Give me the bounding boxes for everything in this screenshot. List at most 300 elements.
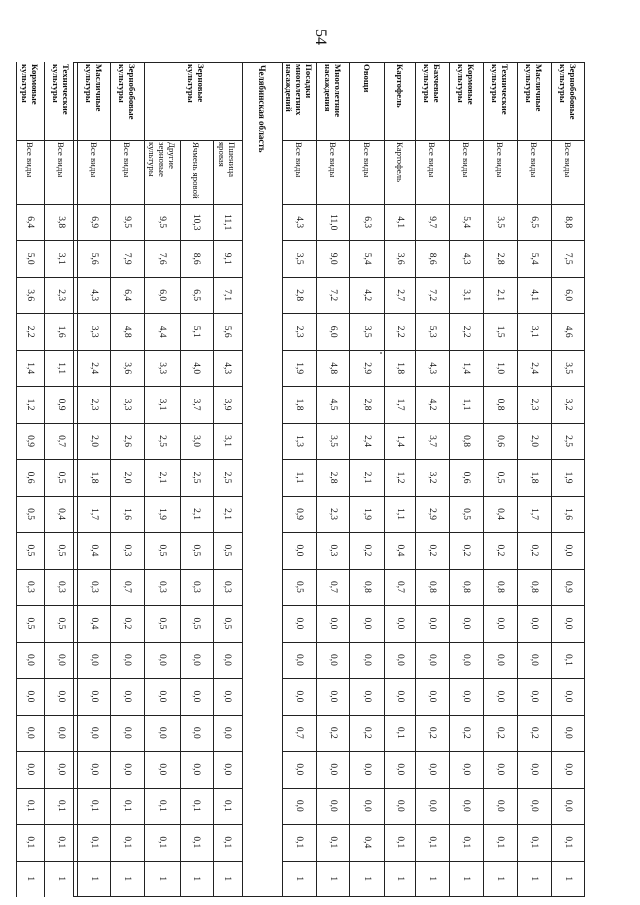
value-cell: 11,0	[328, 214, 338, 231]
value-cell: 0,0	[122, 763, 133, 776]
value-cell: 3,1	[56, 252, 66, 265]
value-cell: 0,0	[495, 763, 506, 776]
crop-category: Технические культуры	[51, 64, 71, 115]
crop-category: Технические культуры	[490, 64, 511, 115]
value-cell: 0,0	[89, 726, 99, 739]
value-cell: 4,8	[328, 362, 338, 375]
value-cell: 0,0	[89, 653, 99, 666]
value-cell: 0,0	[495, 799, 506, 812]
value-cell: 1,9	[362, 508, 372, 520]
value-cell: 0,0	[294, 763, 305, 776]
value-cell: 0,7	[395, 581, 405, 593]
value-cell: 6,4	[122, 289, 133, 302]
value-cell: 0,0	[395, 690, 405, 703]
value-cell: 0,5	[191, 617, 202, 630]
value-cell: 3,1	[157, 398, 168, 411]
value-cell: 6,0	[157, 289, 168, 302]
value-cell: 0,0	[362, 653, 372, 666]
rotated-table-viewport	[20, 62, 585, 897]
table-row	[552, 62, 585, 897]
value-cell: 0,0	[427, 763, 438, 776]
value-cell: 0,0	[529, 653, 540, 666]
value-cell: 0,0	[461, 763, 472, 776]
value-cell: 0,1	[461, 836, 472, 849]
value-cell: 0,0	[294, 799, 305, 812]
value-cell: 2,4	[362, 435, 372, 447]
value-cell: 0,0	[191, 690, 202, 703]
value-cell: 0,5	[157, 544, 168, 557]
value-cell: 0,1	[395, 726, 405, 739]
value-cell: 0,0	[461, 617, 472, 630]
value-cell: 0,0	[294, 690, 305, 703]
column-divider	[416, 140, 449, 141]
value-cell: 1,5	[495, 325, 506, 338]
value-cell: 4,1	[529, 289, 540, 302]
value-cell: 0,2	[362, 726, 372, 739]
value-cell: 0,3	[222, 581, 233, 593]
value-cell: 0,0	[328, 799, 338, 812]
value-cell: 0,0	[56, 726, 66, 739]
value-cell: 0,0	[328, 617, 338, 630]
value-cell: 0,0	[563, 617, 573, 630]
value-cell: 0,3	[56, 581, 66, 593]
value-cell: 9,5	[122, 216, 133, 229]
value-cell: 2,8	[495, 252, 506, 265]
crop-subtype: Все виды	[328, 142, 338, 178]
value-cell: 0,0	[461, 653, 472, 666]
value-cell: 0,0	[222, 726, 233, 739]
value-cell: 0,1	[25, 836, 36, 849]
value-cell: 0,8	[495, 398, 506, 411]
crop-subtype: Все виды	[563, 142, 573, 178]
value-cell: 0,0	[25, 653, 36, 666]
value-cell: 5,0	[25, 252, 36, 265]
value-cell: 0,1	[89, 836, 99, 849]
table-row	[16, 62, 45, 897]
value-cell: 0,1	[89, 799, 99, 812]
value-cell: 0,4	[89, 617, 99, 630]
page-number: 54	[312, 29, 329, 45]
table-row	[416, 62, 450, 897]
crop-category	[145, 64, 180, 138]
value-cell: 0,9	[294, 508, 305, 520]
value-cell: 0,1	[122, 836, 133, 849]
value-cell: 3,0	[191, 435, 202, 447]
crop-subtype: Все виды	[427, 142, 438, 178]
value-cell: 0,0	[328, 690, 338, 703]
value-cell: 4,2	[362, 289, 372, 302]
value-cell: 0,7	[122, 581, 133, 593]
value-cell: 2,0	[529, 435, 540, 447]
value-cell: 1,1	[395, 508, 405, 520]
value-cell: 6,0	[563, 289, 573, 302]
value-cell: 4,3	[294, 216, 305, 229]
column-divider	[45, 140, 77, 141]
value-cell: 0,9	[56, 398, 66, 411]
region-heading: Челябинская область	[257, 65, 268, 153]
value-cell: 1	[222, 876, 233, 882]
value-cell: 0,1	[222, 836, 233, 849]
value-cell: 0,5	[56, 617, 66, 630]
value-cell: 1,8	[89, 471, 99, 484]
value-cell: 0,0	[395, 763, 405, 776]
value-cell: 0,0	[362, 799, 372, 812]
value-cell: 4,4	[157, 325, 168, 338]
value-cell: 0,0	[529, 763, 540, 776]
crop-category: Овощи	[362, 64, 372, 93]
value-cell: 5,4	[362, 252, 372, 265]
value-cell: 1,8	[294, 398, 305, 411]
column-divider	[180, 140, 213, 141]
value-cell: 0,0	[89, 690, 99, 703]
value-cell: 2,3	[529, 398, 540, 411]
value-cell: 0,0	[495, 690, 506, 703]
value-cell: 3,8	[56, 216, 66, 229]
value-cell: 7,9	[122, 252, 133, 265]
value-cell: 1,1	[294, 471, 305, 484]
value-cell: 0,3	[89, 581, 99, 593]
value-cell: 3,3	[89, 325, 99, 338]
value-cell: 9,0	[328, 252, 338, 265]
value-cell: 4,5	[328, 398, 338, 411]
value-cell: 0,6	[25, 471, 36, 484]
value-cell: 0,0	[157, 763, 168, 776]
crop-category: Кормовые культуры	[456, 64, 477, 105]
value-cell: 0,0	[529, 617, 540, 630]
value-cell: 0,0	[328, 653, 338, 666]
table-row	[45, 62, 78, 897]
value-cell: 2,8	[294, 289, 305, 302]
value-cell: 0,3	[328, 544, 338, 557]
value-cell: 5,6	[222, 325, 233, 338]
crop-category	[213, 64, 242, 138]
value-cell: 1,4	[25, 362, 36, 375]
crop-subtype: Пшеница яровая	[217, 142, 238, 178]
value-cell: 0,0	[191, 763, 202, 776]
column-divider	[317, 140, 349, 141]
value-cell: 0,1	[191, 799, 202, 812]
value-cell: 0,0	[191, 653, 202, 666]
table-row	[484, 62, 518, 897]
value-cell: 1,7	[89, 508, 99, 520]
value-cell: 10,3	[191, 213, 202, 231]
table-row	[317, 62, 350, 897]
value-cell: 4,3	[89, 289, 99, 302]
value-cell: 3,5	[563, 362, 573, 375]
value-cell: 3,6	[395, 252, 405, 265]
table-row	[111, 62, 145, 897]
table-row	[518, 62, 552, 897]
value-cell: 0,0	[427, 653, 438, 666]
value-cell: 5,4	[461, 216, 472, 229]
value-cell: 0,0	[362, 690, 372, 703]
value-cell: 1,1	[461, 398, 472, 411]
value-cell: 3,5	[294, 252, 305, 265]
value-cell: 0,0	[362, 617, 372, 630]
value-cell: 2,9	[427, 508, 438, 520]
value-cell: 6,9	[89, 216, 99, 229]
value-cell: 0,5	[25, 617, 36, 630]
value-cell: 0,0	[294, 653, 305, 666]
value-cell: 1,9	[294, 362, 305, 375]
value-cell: 3,2	[427, 471, 438, 484]
value-cell: 1	[495, 876, 506, 882]
value-cell: 0,4	[395, 544, 405, 557]
value-cell: 4,6	[563, 325, 573, 338]
column-divider	[78, 140, 110, 141]
value-cell: 0,1	[427, 836, 438, 849]
value-cell: 0,5	[495, 471, 506, 484]
value-cell: 0,1	[563, 836, 573, 849]
value-cell: 0,9	[25, 435, 36, 447]
value-cell: 4,3	[427, 362, 438, 375]
value-cell: 11,1	[222, 214, 233, 231]
value-cell: 0,0	[461, 690, 472, 703]
value-cell: 6,5	[191, 289, 202, 302]
value-cell: 0,1	[529, 836, 540, 849]
value-cell: 0,5	[25, 508, 36, 520]
value-cell: 9,7	[427, 216, 438, 229]
table-row	[450, 62, 484, 897]
value-cell: 0,2	[495, 544, 506, 557]
value-cell: 1	[294, 876, 305, 882]
value-cell: 2,3	[89, 398, 99, 411]
table-row	[243, 62, 283, 897]
value-cell: 0,0	[563, 799, 573, 812]
value-cell: 2,1	[495, 289, 506, 302]
value-cell: 0,5	[191, 544, 202, 557]
value-cell: 3,1	[461, 289, 472, 302]
value-cell: 0,0	[25, 690, 36, 703]
value-cell: 0,3	[122, 544, 133, 557]
value-cell: 0,0	[191, 726, 202, 739]
yield-table	[20, 62, 585, 897]
value-cell: 2,4	[529, 362, 540, 375]
value-cell: 2,5	[222, 471, 233, 484]
value-cell: 1,9	[563, 471, 573, 484]
value-cell: 1,4	[395, 435, 405, 447]
value-cell: 0,1	[122, 799, 133, 812]
value-cell: 1	[89, 876, 99, 882]
value-cell: 0,0	[222, 690, 233, 703]
value-cell: 0,2	[122, 617, 133, 630]
value-cell: 0,8	[461, 435, 472, 447]
value-cell: 1,2	[395, 471, 405, 484]
value-cell: 0,0	[563, 690, 573, 703]
value-cell: 6,4	[25, 216, 36, 229]
value-cell: 3,5	[328, 435, 338, 447]
value-cell: 0,0	[362, 763, 372, 776]
value-cell: 1,3	[294, 435, 305, 447]
value-cell: 2,0	[122, 471, 133, 484]
value-cell: 1,8	[529, 471, 540, 484]
value-cell: 0,0	[395, 653, 405, 666]
value-cell: 1,6	[122, 508, 133, 520]
value-cell: 3,6	[122, 362, 133, 375]
value-cell: 0,0	[529, 690, 540, 703]
table-row	[283, 62, 317, 897]
table-row	[78, 62, 111, 897]
crop-subtype: Все виды	[25, 142, 36, 178]
table-row	[385, 62, 416, 897]
value-cell: 0,8	[461, 581, 472, 593]
value-cell: 0,1	[157, 836, 168, 849]
value-cell: 0,3	[191, 581, 202, 593]
value-cell: 3,7	[191, 398, 202, 411]
value-cell: 4,2	[427, 398, 438, 411]
value-cell: 3,6	[25, 289, 36, 302]
value-cell: 5,4	[529, 252, 540, 265]
crop-category: Кормовые культуры	[20, 64, 41, 105]
table-row	[350, 62, 385, 897]
value-cell: 2,1	[362, 471, 372, 484]
value-cell: 9,1	[222, 252, 233, 265]
value-cell: 2,3	[328, 508, 338, 520]
value-cell: 0,2	[495, 726, 506, 739]
value-cell: 0,2	[362, 544, 372, 557]
value-cell: 2,9	[362, 362, 372, 375]
value-cell: 1,0	[495, 362, 506, 375]
value-cell: 3,1	[222, 435, 233, 447]
value-cell: 0,5	[157, 617, 168, 630]
value-cell: 0,0	[395, 617, 405, 630]
value-cell: 7,2	[427, 289, 438, 302]
value-cell: 0,9	[563, 581, 573, 593]
subrow-divider	[242, 140, 243, 897]
value-cell: 4,3	[461, 252, 472, 265]
value-cell: 2,2	[461, 325, 472, 338]
value-cell: 1,4	[461, 362, 472, 375]
value-cell: 0,1	[294, 836, 305, 849]
value-cell: 1,6	[56, 325, 66, 338]
value-cell: 0,7	[294, 726, 305, 739]
value-cell: 2,1	[157, 471, 168, 484]
value-cell: 0,0	[427, 690, 438, 703]
value-cell: 1	[427, 876, 438, 882]
value-cell: 2,2	[25, 325, 36, 338]
value-cell: 2,5	[157, 435, 168, 447]
value-cell: 0,8	[362, 581, 372, 593]
value-cell: 8,6	[427, 252, 438, 265]
value-cell: 5,6	[89, 252, 99, 265]
value-cell: 8,6	[191, 252, 202, 265]
crop-subtype: Все виды	[56, 142, 66, 178]
value-cell: 0,2	[427, 726, 438, 739]
value-cell: 0,5	[222, 617, 233, 630]
value-cell: 0,6	[461, 471, 472, 484]
value-cell: 0,3	[157, 581, 168, 593]
value-cell: 2,2	[395, 325, 405, 338]
column-divider	[350, 140, 384, 141]
value-cell: 4,0	[191, 362, 202, 375]
column-divider	[385, 140, 415, 141]
value-cell: 1	[25, 876, 36, 882]
value-cell: 5,1	[191, 325, 202, 338]
value-cell: 0,5	[294, 581, 305, 593]
value-cell: 1,8	[395, 362, 405, 375]
value-cell: 0,0	[495, 617, 506, 630]
value-cell: 4,1	[395, 216, 405, 229]
value-cell: 0,2	[461, 726, 472, 739]
value-cell: 8,8	[563, 216, 573, 229]
value-cell: 0,0	[157, 726, 168, 739]
value-cell: 0,2	[529, 726, 540, 739]
value-cell: 1	[328, 876, 338, 882]
value-cell: 0,2	[529, 544, 540, 557]
column-divider	[213, 140, 242, 141]
value-cell: 0,4	[362, 836, 372, 849]
value-cell: 2,3	[56, 289, 66, 302]
column-divider	[484, 140, 517, 141]
crop-subtype: Ячмень яровой	[191, 142, 202, 199]
subrow-divider	[213, 140, 214, 897]
crop-category: Многолетние насаждения	[323, 64, 343, 118]
value-cell: 2,8	[328, 471, 338, 484]
value-cell: 0,5	[56, 544, 66, 557]
value-cell: 0,0	[122, 653, 133, 666]
crop-subtype: Другие зерновые культуры	[147, 142, 178, 177]
value-cell: 2,5	[563, 435, 573, 447]
value-cell: 0,1	[328, 836, 338, 849]
column-divider	[283, 140, 316, 141]
value-cell: 0,4	[89, 544, 99, 557]
value-cell: 2,8	[362, 398, 372, 411]
table-row	[213, 62, 243, 897]
value-cell: 5,3	[427, 325, 438, 338]
value-cell: 0,0	[89, 763, 99, 776]
value-cell: 2,5	[191, 471, 202, 484]
value-cell: 1,9	[157, 508, 168, 520]
value-cell: 0,2	[328, 726, 338, 739]
value-cell: 2,1	[222, 508, 233, 520]
value-cell: 0,1	[56, 799, 66, 812]
crop-category: Картофель	[395, 64, 405, 108]
value-cell: 0,0	[529, 799, 540, 812]
value-cell: 0,4	[56, 508, 66, 520]
crop-subtype: Все виды	[362, 142, 372, 178]
value-cell: 1	[56, 876, 66, 882]
value-cell: 7,6	[157, 252, 168, 265]
value-cell: 0,0	[56, 653, 66, 666]
value-cell: 0,0	[294, 617, 305, 630]
value-cell: 7,2	[328, 289, 338, 302]
value-cell: 0,0	[461, 799, 472, 812]
value-cell: 6,5	[529, 216, 540, 229]
column-divider	[111, 140, 144, 141]
value-cell: 1,6	[563, 508, 573, 520]
crop-category: Посадки многолетних насаждений	[284, 64, 315, 116]
value-cell: 1	[191, 876, 202, 882]
value-cell: 0,0	[222, 763, 233, 776]
value-cell: 0,0	[563, 544, 573, 557]
crop-subtype: Все виды	[461, 142, 472, 178]
value-cell: 4,3	[222, 362, 233, 375]
table-row	[180, 62, 213, 897]
crop-category: Зернобобовые культуры	[558, 64, 578, 120]
value-cell: 3,7	[427, 435, 438, 447]
crop-subtype: Все виды	[89, 142, 99, 178]
crop-category: Бахчевые культуры	[422, 64, 443, 103]
value-cell: 0,1	[157, 799, 168, 812]
crop-subtype: Все виды	[529, 142, 540, 178]
value-cell: 2,7	[395, 289, 405, 302]
column-divider	[518, 140, 551, 141]
value-cell: 1	[157, 876, 168, 882]
value-cell: 1,7	[395, 398, 405, 411]
value-cell: 0,3	[25, 581, 36, 593]
crop-subtype: Все виды	[122, 142, 133, 178]
value-cell: 0,0	[25, 726, 36, 739]
